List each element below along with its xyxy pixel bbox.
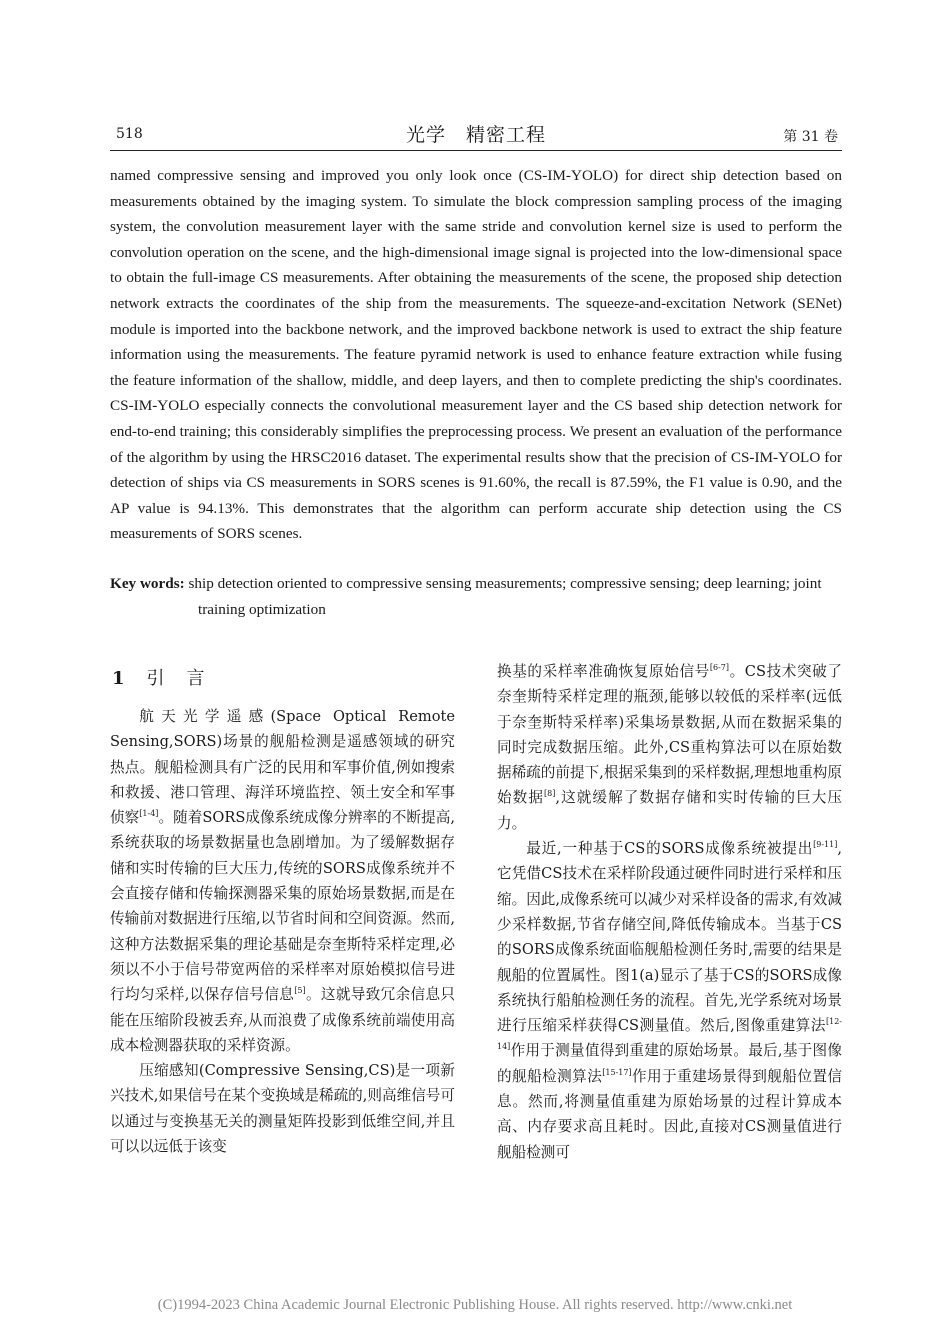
paragraph-text: ,它凭借CS技术在采样阶段通过硬件同时进行采样和压缩。因此,成像系统可以减少对采样设备的需求,有效减少采样数据,节省存储空间,降低传输成本。当基于CS的SORS成像系统面临舰船检测任务时,需要的结果是舰船的位置属性。图1(a)显示了基于CS的SORS成像系统执行船舶检测任务的流程。首先,光学系统对场景进行压缩采样获得CS测量值。然后,图像重建算法 [497, 840, 842, 1035]
paragraph-text: 最近,一种基于CS的SORS成像系统被提出 [526, 840, 814, 858]
paragraph [110, 1058, 455, 1159]
keywords-label: Key words: [110, 575, 185, 592]
copyright-footer: (C)1994-2023 China Academic Journal Electronic Publishing House. All rights reserved. http://www.cnki.net [157, 1297, 793, 1313]
paragraph-text: 压缩感知(Compressive Sensing,CS)是一项新兴技术,如果信号在某个变换域是稀疏的,则高维信号可以通过与变换基无关的测量矩阵投影到低维空间,并且可以以远低于该变 [110, 1062, 455, 1156]
citation: [12-14] [497, 1017, 842, 1052]
volume-label: 第 31 卷 [783, 129, 838, 145]
keywords-block [110, 571, 842, 622]
page-number: 518 [116, 126, 143, 142]
paragraph-text: 作用于重建场景得到舰船位置信息。然而,将测量值重建为原始场景的过程计算成本高、内存要求高且耗时。因此,直接对CS测量值进行舰船检测可 [497, 1067, 842, 1161]
right-column [497, 659, 842, 1165]
citation: [6-7] [709, 663, 729, 672]
citation: [5] [294, 986, 306, 996]
paragraph-text: 。随着SORS成像系统成像分辨率的不断提高,系统获取的场景数据量也急剧增加。为了缓解数据存储和实时传输的巨大压力,传统的SORS成像系统并不会直接存储和传输探测器采集的原始场景数据,而是在传输前对数据进行压缩,以节省时间和空间资源。然而,这种方法数据采集的理论基础是奈奎斯特采样定理,必须以不小于信号带宽两倍的采样率对原始模拟信号进行均匀采样,以保存信号信息 [110, 809, 455, 1004]
paragraph-text: 换基的采样率准确恢复原始信号 [497, 663, 710, 680]
left-column [110, 704, 455, 1159]
paragraph-text: 。CS技术突破了奈奎斯特采样定理的瓶颈,能够以较低的采样率(远低于奈奎斯特采样率)采集场景数据,从而在数据采集的同时完成数据压缩。此外,CS重构算法可以在原始数据稀疏的前提下,根据采集到的采样数据,理想地重构原始数据 [497, 663, 842, 807]
paragraph-text: 作用于测量值得到重建的原始场景。最后,基于图像的舰船检测算法 [497, 1042, 842, 1085]
section-title: 引言 [146, 668, 227, 689]
paragraph-text: 。这就导致冗余信息只能在压缩阶段被丢弃,从而浪费了成像系统前端使用高成本检测器获取的采样资源。 [110, 986, 455, 1054]
paragraph [110, 704, 455, 1058]
paragraph [497, 836, 842, 1165]
keywords-text: ship detection oriented to compressive sensing measurements; compressive sensing; deep learning; joint training optimization [184, 575, 822, 618]
section-heading [112, 664, 227, 690]
section-number: 1 [112, 668, 125, 689]
paragraph-text: 航天光学遥感(Space Optical Remote Sensing,SORS)场景的舰船检测是遥感领域的研究热点。舰船检测具有广泛的民用和军事价值,例如搜索和救援、港口管理、海洋环境监控、领土安全和军事侦察 [110, 708, 455, 827]
running-header [110, 118, 842, 151]
citation: [1-4] [139, 809, 159, 819]
citation: [9-11] [813, 840, 838, 850]
english-abstract: named compressive sensing and improved you only look once (CS-IM-YOLO) for direct ship detection based on measurements obtained by the imaging system. To simulate the block compression sampling process of the imaging system, the convolution measurement layer with the same stride and convolution kernel size is used to perform the convolution operation on the scene, and the high-dimensional image signal is projected into the low-dimensional space to obtain the full-image CS measurements. After obtaining the measurements of the scene, the proposed ship detection network extracts the coordinates of the ship from the measurements. The squeeze-and-excitation Network (SENet) module is imported into the backbone network, and the improved backbone network is used to extract the ship feature information using the measurements. The feature pyramid network is used to enhance feature extraction while fusing the feature information of the shallow, middle, and deep layers, and then to complete predicting the ship's coordinates. CS-IM-YOLO especially connects the convolutional measurement layer and the CS based ship detection network for end-to-end training; this considerably simplifies the preprocessing process. We present an evaluation of the performance of the algorithm by using the HRSC2016 dataset. The experimental results show that the precision of CS-IM-YOLO for detection of ships via CS measurements in SORS scenes is 91.60%, the recall is 87.59%, the F1 value is 0.90, and the AP value is 94.13%. This demonstrates that the algorithm can perform accurate ship detection using the CS measurements of SORS scenes. [110, 167, 842, 543]
paragraph [497, 659, 842, 836]
paragraph-text: ,这就缓解了数据存储和实时传输的巨大压力。 [497, 789, 842, 832]
citation: [15-17] [602, 1067, 632, 1077]
citation: [8] [544, 789, 556, 799]
journal-title: 光学 精密工程 [405, 124, 546, 146]
